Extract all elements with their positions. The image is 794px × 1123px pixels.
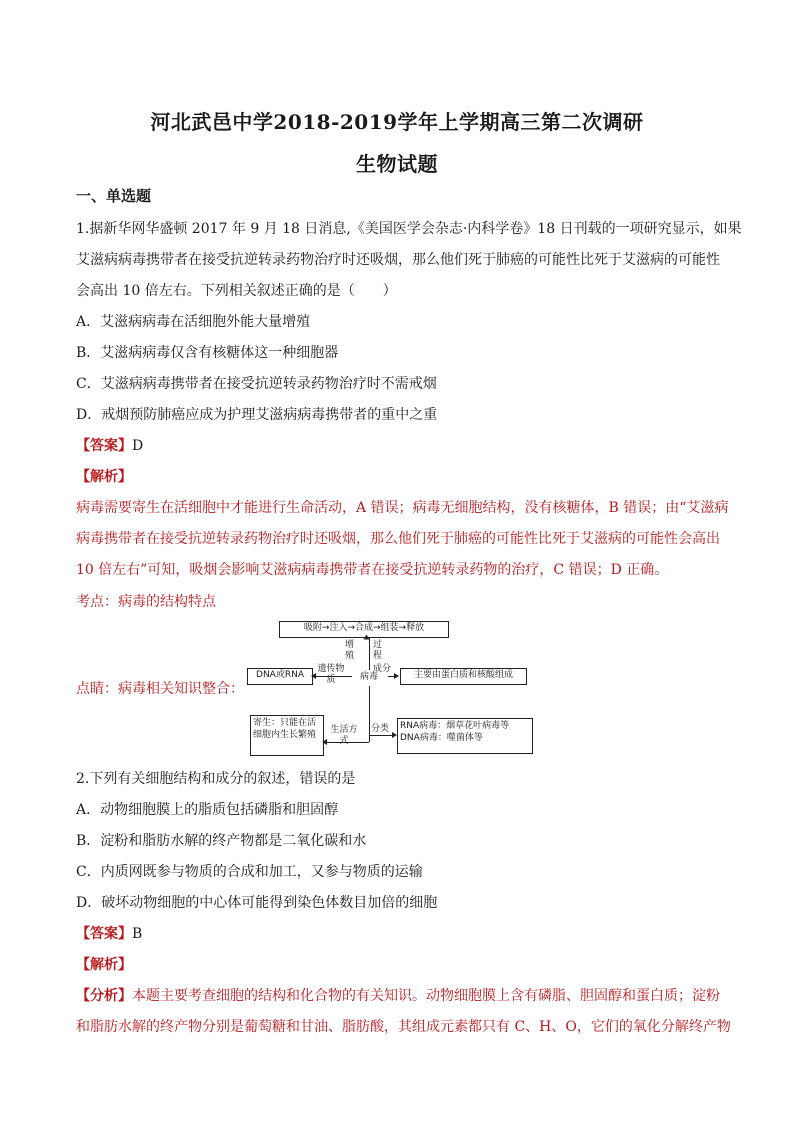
q1-stem-line-3: 会高出 10 倍左右。下列相关叙述正确的是（ ）	[76, 283, 397, 299]
diagram-process-label: 过程	[373, 640, 383, 661]
q2-option-d: D．破坏动物细胞的中心体可能得到染色体数目加倍的细胞	[76, 895, 438, 911]
diagram-composition-label: 成分	[373, 664, 392, 674]
q2-analysis-label	[76, 955, 736, 975]
diagram-lifestyle-label: 生活方式	[330, 725, 358, 746]
diagram-arrow-left	[311, 673, 316, 679]
diagram-dna-rna-box: DNA或RNA	[247, 668, 313, 685]
q1-option-c: C．艾滋病病毒携带者在接受抗逆转录药物治疗时不需戒烟	[76, 376, 437, 392]
q2-stem: 2.下列有关细胞结构和成分的叙述，错误的是	[76, 771, 356, 787]
diagram-genetic-material-label: 遗传物质	[317, 664, 345, 685]
q1-analysis-line-2: 病毒携带者在接受抗逆转录药物治疗时还吸烟，那么他们死于肺癌的可能性比死于艾滋病的可能性会高出	[76, 531, 720, 547]
diagram-center-label: 病毒	[359, 672, 378, 682]
document-subtitle: 生物试题	[356, 152, 438, 176]
q2-fenxi-line-2: 和脂肪水解的终产物分别是葡萄糖和甘油、脂肪酸，其组成元素都只有 C、H、O，它们的氧化分解终产物	[76, 1019, 731, 1035]
document-title: 河北武邑中学2018-2019学年上学期高三第二次调研	[150, 110, 644, 134]
fenxi-label: 【分析】	[76, 988, 132, 1004]
q1-stem-line-2: 艾滋病病毒携带者在接受抗逆转录药物治疗时还吸烟，那么他们死于肺癌的可能性比死于艾滋病的可能性	[76, 252, 720, 268]
answer-label: 【答案】	[76, 438, 132, 454]
diagram-connector	[369, 637, 370, 670]
analysis-label: 【解析】	[76, 957, 132, 973]
diagram-arrow-left	[322, 739, 327, 745]
fenxi-text: 本题主要考查细胞的结构和化合物的有关知识。动物细胞膜上含有磷脂、胆固醇和蛋白质；淀粉	[132, 988, 720, 1004]
diagram-proliferation-label: 增殖	[345, 640, 355, 661]
q2-option-c: C．内质网既参与物质的合成和加工，又参与物质的运输	[76, 864, 423, 880]
diagram-connector	[369, 686, 370, 742]
diagram-rna-virus: RNA病毒：烟草花叶病毒等	[400, 721, 510, 731]
q1-stem-line-1: 1.据新华网华盛顿 2017 年 9 月 18 日消息,《美国医学会杂志·内科学卷》18 日刊载的一项研究显示，如果	[76, 221, 742, 237]
diagram-arrow-up	[364, 635, 370, 640]
q1-analysis-label	[76, 467, 736, 487]
q2-option-b: B．淀粉和脂肪水解的终产物都是二氧化碳和水	[76, 833, 367, 849]
q1-option-a: A．艾滋病病毒在活细胞外能大量增殖	[76, 314, 311, 330]
q1-option-d: D．戒烟预防肺癌应成为护理艾滋病病毒携带者的重中之重	[76, 407, 438, 423]
q1-analysis-line-1: 病毒需要寄生在活细胞中才能进行生命活动，A 错误；病毒无细胞结构，没有核糖体，B 错误；由“艾滋病	[76, 500, 729, 516]
answer-value: D	[132, 438, 144, 454]
diagram-dna-virus: DNA病毒：噬菌体等	[400, 733, 483, 743]
q1-dianjing: 点睛：病毒相关知识整合：	[76, 681, 244, 697]
diagram-classification-label: 分类	[371, 724, 390, 734]
analysis-label: 【解析】	[76, 469, 132, 485]
answer-value: B	[132, 926, 143, 942]
q1-answer-row	[76, 436, 736, 456]
diagram-parasite-box: 寄生：只能在活细胞内生长繁殖	[250, 715, 324, 756]
q2-answer-row	[76, 924, 736, 944]
section-heading: 一、单选题	[76, 187, 152, 205]
answer-label: 【答案】	[76, 926, 132, 942]
q1-kaodian: 考点：病毒的结构特点	[76, 594, 216, 610]
q1-analysis-line-3: 10 倍左右”可知，吸烟会影响艾滋病病毒携带者在接受抗逆转录药物的治疗，C 错误；D 正确。	[76, 562, 669, 578]
q2-option-a: A．动物细胞膜上的脂质包括磷脂和胆固醇	[76, 802, 339, 818]
diagram-process-box: 吸附→注入→合成→组装→释放	[279, 621, 449, 638]
diagram-classification-box	[397, 718, 533, 754]
diagram-connector	[369, 735, 393, 736]
q1-option-b: B．艾滋病病毒仅含有核糖体这一种细胞器	[76, 345, 339, 361]
q2-fenxi-line-1	[76, 986, 736, 1006]
diagram-composition-box: 主要由蛋白质和核酸组成	[400, 668, 527, 685]
